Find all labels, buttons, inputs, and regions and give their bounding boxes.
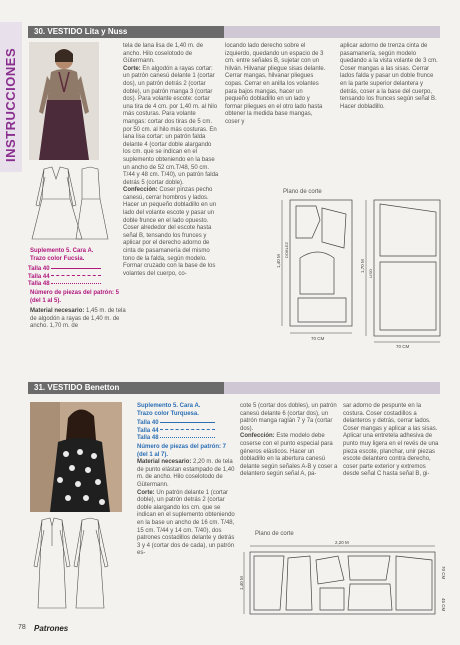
- item31-corte-text: Un patrón delante 1 (cortar doble), un patrón detrás 2 (cortar doble alargando los cm. que se indican en el suplemento obteniendo en la base un ancho de 16 cm. T/48, 15 cm. T/44 y 14 cm. T/40), dos patrones costadillos delante y detrás 3 y 4 (cortar dos de cada), un patrón es-: [137, 489, 235, 557]
- item30-size-44: Talla 44: [28, 273, 50, 280]
- item31-material-label: Material necesario:: [137, 459, 192, 466]
- item31-corte-label: Corte:: [137, 489, 155, 496]
- item31-number: 31.: [34, 383, 46, 392]
- item30-supplement-title: Suplemento 5. Cara A.: [30, 248, 94, 254]
- item30-size-40: Talla 40: [28, 266, 50, 272]
- item30-dim-d: 70 CM: [396, 344, 410, 349]
- item31-pieces: Número de piezas del patrón: 7 (del 1 al 7).: [137, 444, 227, 458]
- item31-trace-color: Trazo color Turquesa.: [137, 410, 199, 417]
- item30-col2-text: tela de lana lisa de 1,40 m. de ancho. Hilo coselotodo de Gütermann.: [123, 43, 204, 65]
- item30-fold-a: DOBLEZ: [284, 241, 289, 258]
- section-tab-label: INSTRUCCIONES: [3, 47, 18, 162]
- page-number: 78: [18, 624, 26, 631]
- item31-material-text: 2,20 m. de tela de punto elástan estampado de 1,40 m. de ancho. Hilo coselotodo de Gütermann.: [137, 459, 235, 488]
- item30-header: [28, 26, 224, 38]
- item30-number: 30.: [34, 27, 46, 36]
- item30-confeccion-label: Confección:: [123, 187, 158, 194]
- item30-dim-a: 1,40 M: [276, 254, 281, 268]
- section-tab: [0, 22, 22, 172]
- item31-column2: [137, 403, 235, 418]
- item30-material-text: 1,45 m. de tela de algodón a rayas de 1,40 m. de ancho. 1,70 m. de: [30, 308, 126, 330]
- item30-col4-text: aplicar adorno de trenza cinta de pasamanería, según modelo quedando a la vista volante de 3 cm. Coser mangas a las sisas. Cerrar lados falda y pasar un doble frunce en la parte superior delantera y detrás, coser a la base del cuerpo, tensando los frunces según señal B. Hacer dobladillo.: [340, 43, 438, 110]
- item30-column3: [225, 43, 327, 127]
- item30-corte-text: En algodón a rayas cortar: un patrón canesú delante 1 (cortar dos), un patrón detrás 2 (cortar doble), un patrón manga 3 (cortar dos). Para volante escote: cortar una tira de 4 cm. por 1,40 m. al hilo más costuras. Para volante mangas: cortar dos tiras de 5 cm. por 50 cm. al hilo más costuras. En lana lisa cortar: un patrón falda delante 4 (cortar doble alargando los cm. que se indican en el suplemento obteniendo en la base un ancho de 52 cm.T/48, 50 cm. T/44 y 48 cm. T/40), un patrón falda detrás 5 (cortar doble).: [123, 65, 219, 186]
- item30-column2: [123, 43, 219, 278]
- item31-header-band: [224, 382, 440, 394]
- item30-size-48: Talla 48: [28, 281, 50, 287]
- item30-dress-sketch: [30, 165, 110, 243]
- item30-title: VESTIDO Lita y Nuss: [47, 27, 128, 36]
- item31-column4: [343, 403, 440, 479]
- item31-dress-sketch: [32, 516, 112, 612]
- item31-dim-c: 70 CM: [441, 566, 446, 580]
- item30-confeccion-text: Coser pinzas pecho canesú, cerrar hombros y lados. Hacer un pequeño dobladillo en un lado del volante escote y pasar un doble frunce en el lado opuesto. Coser alrededor del escote hasta señal B, tensando los frunces y aplicar por el derecho adorno de cinta de pasamanería del mismo tono de la falda, según modelo. Formar cruzado con la base de los volantes del cuerpo, co-: [123, 187, 217, 277]
- item31-size-40: Talla 40: [137, 420, 159, 426]
- item31-details: [137, 444, 235, 558]
- item31-size-legend: [137, 420, 235, 443]
- item30-fold-b: LISO: [368, 268, 373, 278]
- item30-pieces: Número de piezas del patrón: 5 (del 1 al 5).: [30, 290, 120, 304]
- item30-material-label: Material necesario:: [30, 308, 85, 314]
- item31-dim-d: 45 CM: [441, 598, 446, 612]
- item31-confeccion-label: Confección:: [240, 433, 275, 440]
- item31-size-48: Talla 48: [137, 435, 159, 441]
- item30-supplement-block: [30, 248, 126, 263]
- item30-dim-b: 70 CM: [311, 336, 325, 341]
- item30-size-legend: [28, 266, 124, 289]
- item30-col3-text: locando lado derecho sobre el izquierdo, quedando un espacio de 3 cm. entre señales B, sujetar con un hilván. Hilvanar pliegue sisas delante. Cerrar mangas, hilvanar pliegues copas. Cerrar en anilla los volantes para bajos mangas, hacer un pequeño dobladillo en un lado y formar pliegues en el otro lado hasta obtener la medida base mangas, coser y: [225, 43, 326, 125]
- item31-dim-b: 1,40 M: [239, 576, 244, 590]
- item31-size-44: Talla 44: [137, 427, 159, 434]
- item31-confeccion-text: Este modelo debe coserse con el punto especial para géneros elásticos. Hacer un dobladillo en la abertura canesú delante según señales A-B y coser a delantero según señal A, pa-: [240, 433, 338, 478]
- item30-dim-c: 1,70 M: [360, 259, 365, 273]
- item31-cutting-plan: [240, 540, 445, 618]
- item31-plano-label: Plano de corte: [255, 531, 294, 537]
- item30-trace-color: Trazo color Fucsia.: [30, 255, 85, 262]
- item30-corte-label: Corte:: [123, 65, 141, 72]
- item31-col4-text: sar adorno de pespunte en la costura. Coser costadillos a delanteros y detrás, cerrar lados. Coser mangas y aplicar a las sisas. Aplicar una entretela adhesiva de punto muy ligera en el revés de una pieza escote, planchar, unir piezas escote delantero contra derecho, coser parte exterior y extremos desde señal C hasta señal B, gi-: [343, 403, 439, 478]
- item30-column4: [340, 43, 440, 111]
- item31-header: [28, 382, 224, 394]
- item30-material-block: [30, 308, 126, 331]
- item31-dim-a: 2,20 M: [335, 540, 349, 545]
- item31-col3-text: cote 5 (cortar dos dobles), un patrón canesú delante 6 (cortar dos), un patrón manga raglán 7 y 7a (cortar dos).: [240, 403, 337, 432]
- item30-header-band: [224, 26, 440, 38]
- item30-plano-label: Plano de corte: [283, 189, 322, 195]
- item30-pieces-block: [30, 290, 126, 305]
- item30-photo: [29, 42, 99, 160]
- item31-supplement-title: Suplemento 5. Cara A.: [137, 403, 201, 409]
- item30-cutting-plan: [276, 198, 444, 348]
- brand-logo: Patrones: [34, 624, 69, 633]
- item31-title: VESTIDO Benetton: [47, 383, 120, 392]
- item31-photo: [30, 402, 122, 512]
- item31-column3: [240, 403, 338, 479]
